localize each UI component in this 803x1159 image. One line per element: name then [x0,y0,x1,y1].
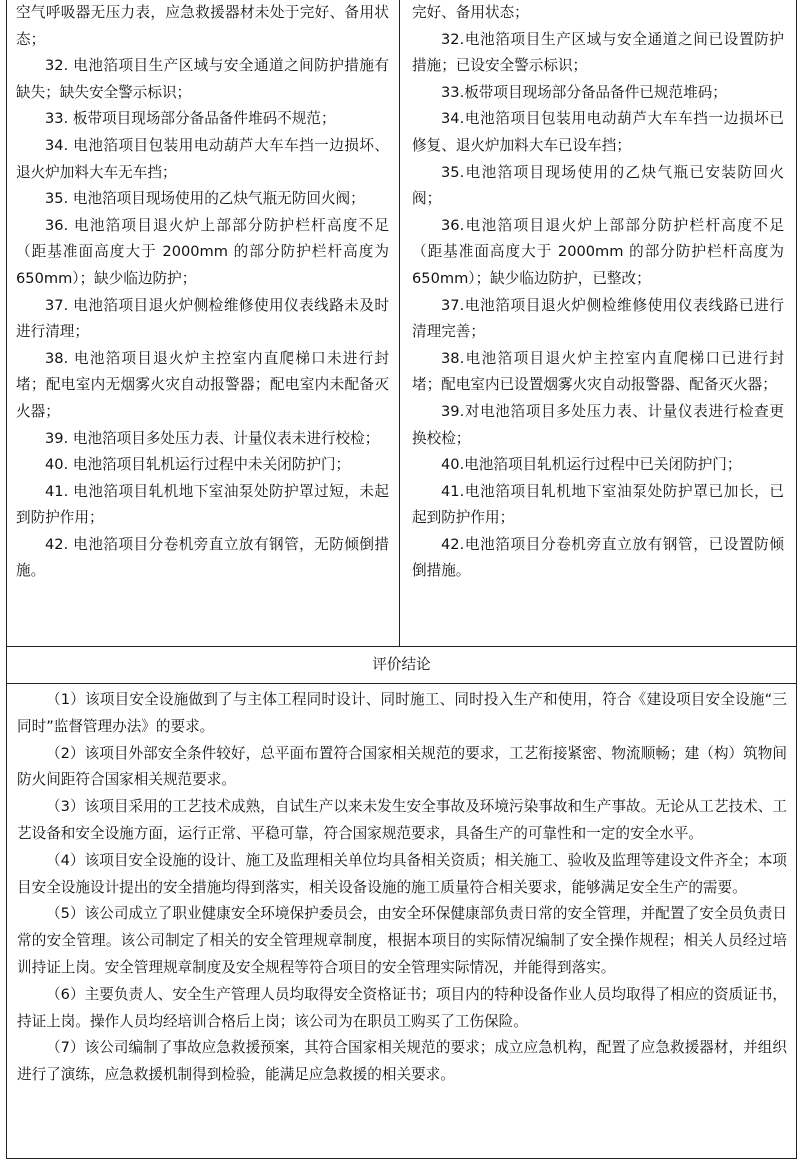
rectification-item: 41.电池箔项目轧机地下室油泵处防护罩已加长，已起到防护作用； [412,482,784,527]
rectification-item: 36.电池箔项目退火炉上部部分防护栏杆高度不足（距基准面高度大于 2000mm 的部分防护栏杆高度为 650mm）；缺少临边防护，已整改； [412,216,784,287]
document-table [6,0,797,1159]
issue-item: 37. 电池箔项目退火炉侧检维修使用仪表线路未及时进行清理； [16,296,389,341]
issue-item: 38. 电池箔项目退火炉主控室内直爬梯口未进行封堵；配电室内无烟雾火灾自动报警器；配电室内未配备灭火器； [16,349,389,420]
issues-column [7,0,400,646]
rectification-item: 33.板带项目现场部分备品备件已规范堆码； [441,83,727,101]
issue-item: 42. 电池箔项目分卷机旁直立放有钢管，无防倾倒措施。 [16,535,389,580]
rectification-item: 42.电池箔项目分卷机旁直立放有钢管，已设置防倾倒措施。 [412,535,784,580]
issue-item: 35. 电池箔项目现场使用的乙炔气瓶无防回火阀； [45,190,365,208]
issue-item: 空气呼吸器无压力表，应急救援器材未处于完好、备用状态； [16,4,389,48]
issue-item: 34. 电池箔项目包装用电动葫芦大车车挡一边损坏、退火炉加料大车无车挡； [16,136,389,181]
findings-row [7,0,796,646]
conclusion-paragraph: （5）该公司成立了职业健康安全环境保护委员会，由安全环保健康部负责日常的安全管理，并配置了安全员负责日常的安全管理。该公司制定了相关的安全管理规章制度，根据本项目的实际情况编制了安全操作规程；相关人员经过培训持证上岗。安全管理规章制度及安全规程等符合项目的安全管理实际情况，并能得到落实。 [17,905,787,976]
conclusion-paragraph: （3）该项目采用的工艺技术成熟，自试生产以来未发生安全事故及环境污染事故和生产事故。无论从工艺技术、工艺设备和安全设施方面，运行正常、平稳可靠，符合国家规范要求，具备生产的可靠性和一定的安全水平。 [17,798,787,842]
conclusion-header: 评价结论 [7,646,796,684]
conclusion-section [7,684,796,1089]
rectification-item: 32.电池箔项目生产区域与安全通道之间已设置防护措施；已设安全警示标识； [412,30,784,75]
rectification-item: 完好、备用状态； [412,4,529,21]
rectification-item: 38.电池箔项目退火炉主控室内直爬梯口已进行封堵；配电室内已设置烟雾火灾自动报警器、配备灭火器； [412,349,784,394]
rectification-item: 40.电池箔项目轧机运行过程中已关闭防护门； [441,456,742,474]
issue-item: 33. 板带项目现场部分备品备件堆码不规范； [45,110,336,128]
rectification-item: 37.电池箔项目退火炉侧检维修使用仪表线路已进行清理完善； [412,296,784,341]
issue-item: 41. 电池箔项目轧机地下室油泵处防护罩过短，未起到防护作用； [16,482,389,527]
rectification-item: 35.电池箔项目现场使用的乙炔气瓶已安装防回火阀； [412,163,784,208]
conclusion-paragraph: （1）该项目安全设施做到了与主体工程同时设计、同时施工、同时投入生产和使用，符合《建设项目安全设施“三同时”监督管理办法》的要求。 [17,691,787,735]
issue-item: 40. 电池箔项目轧机运行过程中未关闭防护门； [45,456,351,474]
conclusion-paragraph: （7）该公司编制了事故应急救援预案，其符合国家相关规范的要求；成立应急机构，配置了应急救援器材，并组织进行了演练，应急救援机制得到检验，能满足应急救援的相关要求。 [17,1039,787,1084]
issue-item: 39. 电池箔项目多处压力表、计量仪表未进行校检； [45,429,380,447]
rectification-item: 39.对电池箔项目多处压力表、计量仪表进行检查更换校检； [412,402,784,447]
rectification-item: 34.电池箔项目包装用电动葫芦大车车挡一边损坏已修复、退火炉加料大车已设车挡； [412,110,784,154]
issue-item: 32. 电池箔项目生产区域与安全通道之间防护措施有缺失；缺失安全警示标识； [16,57,389,101]
conclusion-paragraph: （6）主要负责人、安全生产管理人员均取得安全资格证书；项目内的特种设备作业人员均取得了相应的资质证书，持证上岗。操作人员均经培训合格后上岗；该公司为在职员工购买了工伤保险。 [17,985,787,1030]
rectification-column [400,0,796,646]
conclusion-paragraph: （2）该项目外部安全条件较好，总平面布置符合国家相关规范的要求，工艺衔接紧密、物流顺畅；建（构）筑物间防火间距符合国家相关规范要求。 [17,744,787,789]
issue-item: 36. 电池箔项目退火炉上部部分防护栏杆高度不足（距基准面高度大于 2000mm 的部分防护栏杆高度为 650mm）；缺少临边防护； [16,216,389,287]
conclusion-paragraph: （4）该项目安全设施的设计、施工及监理相关单位均具备相关资质；相关施工、验收及监理等建设文件齐全；本项目安全设施设计提出的安全措施均得到落实，相关设备设施的施工质量符合相关要求，能够满足安全生产的需要。 [17,851,787,896]
